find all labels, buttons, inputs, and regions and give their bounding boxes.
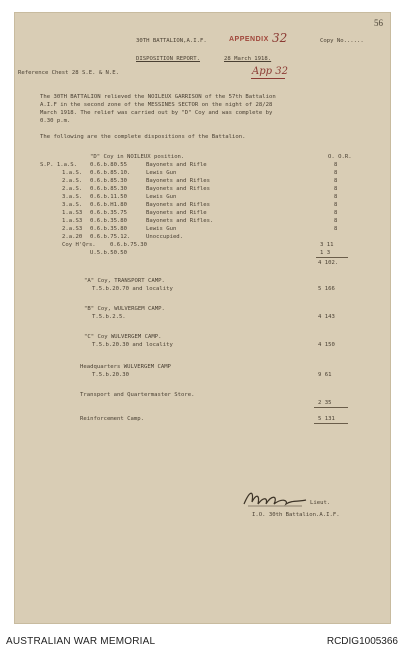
group-count: 4 143 [318, 314, 335, 320]
group-count: 4 150 [318, 342, 335, 348]
signature [242, 488, 310, 510]
map-reference: Reference Chest 28 S.E. & N.E. [18, 70, 120, 76]
row-ref: 0.6.b.35.75 [90, 210, 128, 216]
document-page [14, 12, 391, 624]
intro-line-4: 0.30 p.m. [40, 118, 71, 124]
row-desc: Bayonets and Rifles. [146, 218, 214, 224]
d-coy-total: 4 102. [318, 260, 339, 266]
row-ref: 0.6.b.H1.80 [90, 202, 128, 208]
row-desc: Lewis Gun [146, 170, 177, 176]
group-sub: T.5.b.2.5. [92, 314, 126, 320]
coy-hq-ref: 0.6.b.75.30 [110, 242, 148, 248]
coy-hq-count-2: 1 3 [320, 250, 331, 256]
copy-number: Copy No...... [320, 38, 364, 44]
battalion-heading: 30TH BATTALION,A.I.F. [136, 38, 207, 44]
signature-title: I.O. 30th Battalion.A.I.F. [252, 512, 340, 518]
row-post: 3.a.S. [62, 202, 83, 208]
page-number: 56 [374, 18, 383, 28]
group-count: 5 166 [318, 286, 335, 292]
row-post: S.P. 1.a.S. [40, 162, 78, 168]
row-ref: 0.6.b.85.10. [90, 170, 131, 176]
group-title: "A" Coy, TRANSPORT CAMP. [84, 278, 165, 284]
row-ref: 0.6.b.35.80 [90, 226, 128, 232]
row-post: 2.a.S. [62, 178, 83, 184]
reinforcement-label: Reinforcement Camp. [80, 416, 144, 422]
row-count: 8 [334, 202, 338, 208]
row-desc: Bayonets and Rifles [146, 178, 210, 184]
row-desc: Bayonets and Rifles [146, 202, 210, 208]
row-desc: Bayonets and Rifle [146, 210, 207, 216]
grand-rule [314, 407, 348, 408]
row-ref: 0.6.b.85.30 [90, 178, 128, 184]
row-ref: 0.6.b.85.30 [90, 186, 128, 192]
row-post: 2.a.S. [62, 186, 83, 192]
reinforcement-rule [314, 423, 348, 424]
coy-hq-label: Coy H'Qrs. [62, 242, 96, 248]
report-title: DISPOSITION REPORT. [136, 56, 200, 62]
row-desc: Bayonets and Rifle [146, 162, 207, 168]
row-post: 1.a.S3 [62, 210, 83, 216]
group-sub: T.5.b.20.30 and locality [92, 342, 173, 348]
row-post: 3.a.S. [62, 194, 83, 200]
group-sub: T.5.b.20.70 and locality [92, 286, 173, 292]
group-title: Headquarters WULVERGEM CAMP [80, 364, 171, 370]
appendix-number: 32 [272, 31, 288, 45]
transport-count: 2 35 [318, 400, 332, 406]
column-heading: O. O.R. [328, 154, 352, 160]
row-desc: Lewis Gun [146, 226, 177, 232]
row-post: 2.a.S3 [62, 226, 83, 232]
d-coy-heading: "D" Coy in NOILEUX position. [90, 154, 185, 160]
row-post: 1.a.S3 [62, 218, 83, 224]
row-post: 2.a.20 [62, 234, 83, 240]
group-count: 9 61 [318, 372, 332, 378]
row-ref: 0.6.b.35.80 [90, 218, 128, 224]
row-ref: 0.6.b.11.50 [90, 194, 128, 200]
archive-id: RCDIG1005366 [326, 636, 398, 647]
row-desc: Bayonets and Rifles [146, 186, 210, 192]
intro-line-3: March 1918. The relief was carried out by "D" Coy and was complete by [40, 110, 273, 116]
archive-footer [0, 628, 404, 654]
row-count: 8 [334, 186, 338, 192]
transport-label: Transport and Quartermaster Store. [80, 392, 195, 398]
row-count: 8 [334, 218, 338, 224]
row-ref: 0.6.b.75.12. [90, 234, 131, 240]
row-ref: 0.6.b.80.55 [90, 162, 128, 168]
row-desc: Lewis Gun [146, 194, 177, 200]
total-rule [316, 257, 348, 258]
row-count: 8 [334, 210, 338, 216]
row-count: 8 [334, 194, 338, 200]
coy-hq-ref-2: U.5.b.50.50 [90, 250, 128, 256]
row-count: 8 [334, 170, 338, 176]
group-title: "C" Coy WULVERGEM CAMP. [84, 334, 162, 340]
row-post: 1.a.S. [62, 170, 83, 176]
group-title: "B" Coy, WULVERGEM CAMP. [84, 306, 165, 312]
signature-rank: Lieut. [310, 500, 331, 506]
report-date: 28 March 1918. [224, 56, 272, 62]
row-count: 8 [334, 226, 338, 232]
following-line: The following are the complete dispositions of the Battalion. [40, 134, 246, 140]
archive-name: AUSTRALIAN WAR MEMORIAL [6, 636, 156, 647]
row-desc: Unoccupied. [146, 234, 184, 240]
intro-line-1: The 30TH BATTALION relieved the NOILEUX GARRISON of the 57th Battalion [40, 94, 276, 100]
handwritten-underline [251, 78, 285, 79]
reinforcement-count: 5 131 [318, 416, 335, 422]
row-count: 8 [334, 162, 338, 168]
coy-hq-count: 3 11 [320, 242, 334, 248]
appendix-stamp: APPENDIX [229, 36, 269, 43]
handwritten-reference: App 32 [252, 66, 288, 77]
group-sub: T.5.b.20.30 [92, 372, 130, 378]
row-count: 8 [334, 178, 338, 184]
intro-line-2: A.I.F in the second zone of the MESSINES SECTOR on the night of 28/28 [40, 102, 273, 108]
